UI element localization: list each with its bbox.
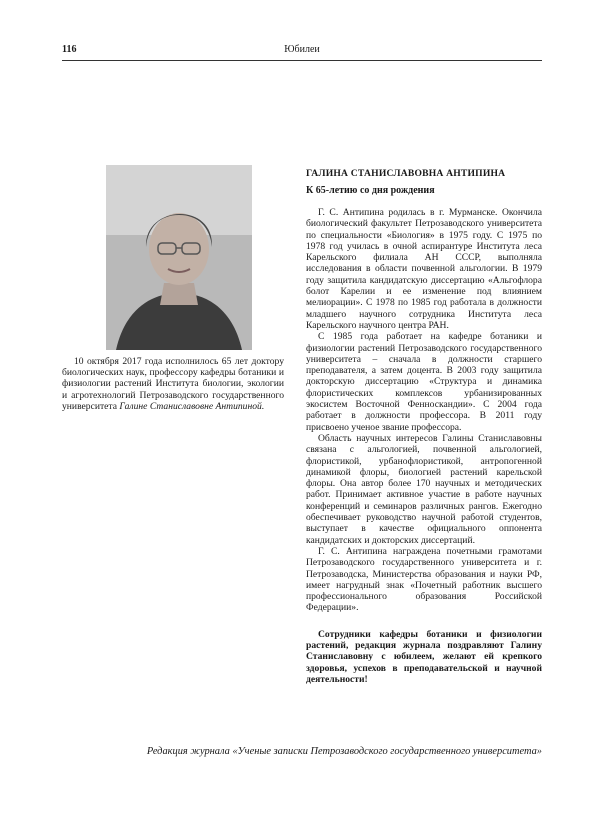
article-column [306,168,542,685]
article-paragraph: Область научных интересов Галины Станиславовны связана с альгологией, почвенной альгологией, флористикой, урбанофлористикой, антропогенной динамикой флоры, биологией растений карельской флоры. Она автор более 170 научных и методических работ. Принимает активное участие в работе научных конференций и семинаров различных рангов. Ежегодно обеспечивает руководство научной работой студентов, выступает в качестве официального оппонента кандидатских и докторских диссертаций. [306,432,542,546]
article-paragraph: Г. С. Антипина награждена почетными грамотами Петрозаводского государственного университета и г. Петрозаводска, Министерства образования и науки РФ, имеет нагрудный знак «Почетный работник высшего профессионального образования Российской Федерации». [306,545,542,614]
page-number: 116 [62,44,77,55]
article-title: ГАЛИНА СТАНИСЛАВОВНА АНТИПИНА [306,168,506,179]
caption-text: 10 октября 2017 года исполнилось 65 лет доктору биологических наук, профессору кафедры ботаники и физиологии растений Института биологии, экологии и агротехнологий Петрозаводского государственного университета [62,356,284,412]
caption-name: Галине Станиславовне Антипиной. [119,400,265,412]
article-paragraph: С 1985 года работает на кафедре ботаники и физиологии растений Петрозаводского государственного университета – сначала в должности старшего преподавателя, а затем доцента. В 2003 году защитила докторскую диссертацию «Структура и динамика флористических комплексов урбанизированных экосистем Восточной Фенноскандии». С 2004 года работает в должности профессора. В 2011 году присвоено ученое звание профессора. [306,331,542,433]
section-title: Юбилеи [284,44,320,55]
portrait-image [106,165,252,350]
photo-caption [62,356,284,412]
portrait-photo [106,165,252,350]
page-header [62,44,542,61]
editorial-signature: Редакция журнала «Ученые записки Петрозаводского государственного университета» [146,746,542,757]
congratulation-text: Сотрудники кафедры ботаники и физиологии растений, редакция журнала поздравляют Галину Станиславовну с юбилеем, желают ей крепкого здоровья, успехов в преподавательской и научной деятельности! [306,628,542,685]
article-paragraph: Г. С. Антипина родилась в г. Мурманске. Окончила биологический факультет Петрозаводского университета по специальности «Биология» в 1975 году. С 1975 по 1978 год училась в очной аспирантуре Института леса Карельского филиала АН СССР, выполняла исследования в области почвенной альгологии. В 1979 году защитила кандидатскую диссертацию «Альгофлора болот Карелии и ее изменение под влиянием мелиорации». С 1978 по 1985 год работала в должности младшего научного сотрудника Института леса Карельского научного центра РАН. [306,207,542,331]
article-subtitle: К 65-летию со дня рождения [306,185,435,196]
